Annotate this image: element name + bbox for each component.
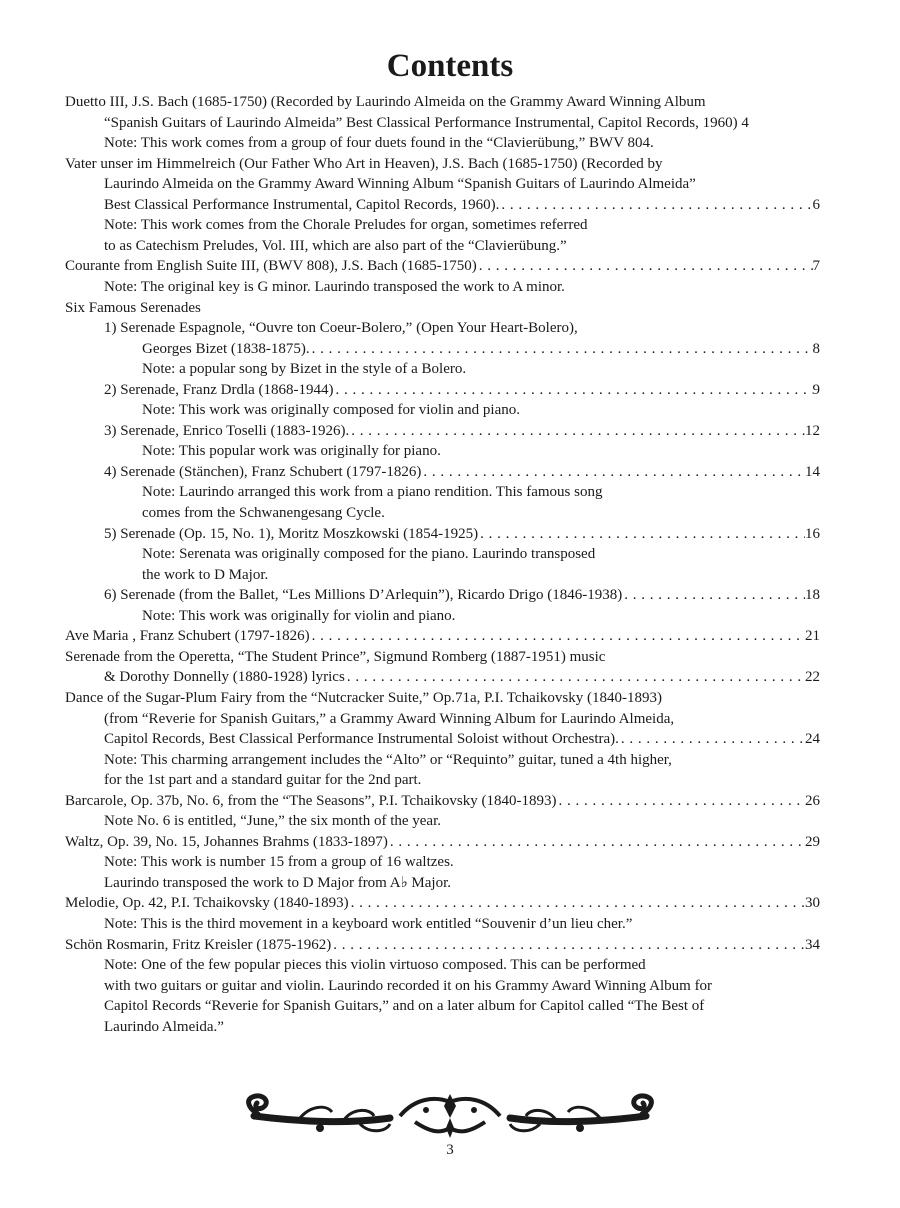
toc-entry-title: 4) Serenade (Stänchen), Franz Schubert (1797-1826) [104, 464, 422, 480]
toc-entry-line: Six Famous Serenades [65, 300, 201, 316]
toc-entry-line: Serenade from the Operetta, “The Student Prince”, Sigmund Romberg (1887-1951) music [65, 649, 606, 665]
toc-entry-page: 24 [805, 731, 820, 747]
page-number: 3 [446, 1142, 454, 1158]
toc-entry [65, 832, 820, 852]
toc-note-line: Laurindo Almeida on the Grammy Award Winning Album “Spanish Guitars of Laurindo Almeida” [104, 176, 696, 192]
toc-entry-page: 34 [805, 937, 820, 953]
toc-note-line: comes from the Schwanengesang Cycle. [142, 505, 385, 521]
toc-entry-title: 2) Serenade, Franz Drdla (1868-1944) [104, 382, 334, 398]
toc-entry [65, 893, 820, 913]
toc-note-line: with two guitars or guitar and violin. Laurindo recorded it on his Grammy Award Winning Album for [104, 978, 713, 994]
toc-note-line: Laurindo Almeida.” [104, 1019, 224, 1035]
dot-leader [477, 256, 813, 276]
toc-entry-page: 7 [812, 258, 820, 274]
dot-leader [349, 421, 805, 441]
toc-note-line: Capitol Records “Reverie for Spanish Guitars,” and on a later album for Capitol called “The Best of [104, 998, 705, 1014]
toc-entry [104, 195, 820, 215]
toc-note-line: to as Catechism Preludes, Vol. III, which are also part of the “Clavierübung.” [104, 238, 567, 254]
dot-leader [619, 729, 805, 749]
toc-note-line: Note: This work was originally composed for violin and piano. [142, 402, 520, 418]
toc-entry [104, 729, 820, 749]
toc-entry-page: 8 [812, 341, 820, 357]
dot-leader [331, 935, 805, 955]
toc-entry-title: Melodie, Op. 42, P.I. Tchaikovsky (1840-1893) [65, 895, 349, 911]
toc-entry [142, 339, 820, 359]
toc-note-line: Note: This popular work was originally for piano. [142, 443, 441, 459]
toc-note-line: Note: Serenata was originally composed for the piano. Laurindo transposed [142, 546, 596, 562]
toc-entry-page: 21 [805, 628, 820, 644]
toc-entry [104, 462, 820, 482]
toc-note-line: Note: One of the few popular pieces this violin virtuoso composed. This can be performed [104, 957, 646, 973]
dot-leader [478, 524, 805, 544]
dot-leader [499, 195, 812, 215]
toc-entry-page: 30 [805, 895, 820, 911]
toc-entry-title: Capitol Records, Best Classical Performance Instrumental Soloist without Orchestra). [104, 731, 619, 747]
toc-note-line: Note No. 6 is entitled, “June,” the six month of the year. [104, 813, 442, 829]
dot-leader [345, 667, 805, 687]
dot-leader [334, 380, 813, 400]
dot-leader [388, 832, 805, 852]
dot-leader [349, 893, 805, 913]
toc-entry-page: 29 [805, 834, 820, 850]
toc-entry-page: 6 [812, 197, 820, 213]
toc-entry-title: Georges Bizet (1838-1875). [142, 341, 310, 357]
dot-leader [622, 585, 805, 605]
toc-entry-page: 9 [812, 382, 820, 398]
toc-entry-page: 18 [805, 587, 820, 603]
toc-note-line: for the 1st part and a standard guitar for the 2nd part. [104, 772, 422, 788]
toc-note-line: (from “Reverie for Spanish Guitars,” a Grammy Award Winning Album for Laurindo Almeida, [104, 711, 675, 727]
toc-entry-page: 26 [805, 793, 820, 809]
toc-note-line: Note: This charming arrangement includes the “Alto” or “Requinto” guitar, tuned a 4th higher, [104, 752, 672, 768]
toc-entry [104, 585, 820, 605]
toc-entry-title: Courante from English Suite III, (BWV 808), J.S. Bach (1685-1750) [65, 258, 477, 274]
toc-note-line: Note: The original key is G minor. Laurindo transposed the work to A minor. [104, 279, 565, 295]
toc-entry-title: 6) Serenade (from the Ballet, “Les Millions D’Arlequin”), Ricardo Drigo (1846-1938) [104, 587, 623, 603]
toc-entry-title: Best Classical Performance Instrumental, Capitol Records, 1960). [104, 197, 500, 213]
toc-note-line: the work to D Major. [142, 567, 269, 583]
toc-entry-page: 16 [805, 526, 820, 542]
dot-leader [556, 791, 805, 811]
toc-note-line: Note: This work comes from a group of four duets found in the “Clavierübung,” BWV 804. [104, 135, 654, 151]
toc-note-line: Note: This work comes from the Chorale Preludes for organ, sometimes referred [104, 217, 588, 233]
toc-entry-page: 14 [805, 464, 820, 480]
toc-entry-line: Duetto III, J.S. Bach (1685-1750) (Recorded by Laurindo Almeida on the Grammy Award Winning Album [65, 94, 706, 110]
toc-entry-title: Schön Rosmarin, Fritz Kreisler (1875-1962) [65, 937, 332, 953]
toc-entry-line: Dance of the Sugar-Plum Fairy from the “Nutcracker Suite,” Op.71a, P.I. Tchaikovsky (1840-1893) [65, 690, 662, 706]
toc-entry [104, 380, 820, 400]
toc-note-line: Note: This work is number 15 from a group of 16 waltzes. [104, 854, 454, 870]
toc-note-line: Note: This work was originally for violin and piano. [142, 608, 456, 624]
toc-entry [104, 524, 820, 544]
toc-note-line: Note: Laurindo arranged this work from a piano rendition. This famous song [142, 484, 603, 500]
toc-entry [104, 667, 820, 687]
toc-entry-title: 5) Serenade (Op. 15, No. 1), Moritz Moszkowski (1854-1925) [104, 526, 479, 542]
dot-leader [310, 626, 805, 646]
toc-note-line: Note: a popular song by Bizet in the style of a Bolero. [142, 361, 467, 377]
toc-entry-title: & Dorothy Donnelly (1880-1928) lyrics [104, 669, 345, 685]
decorative-scroll-ornament [240, 1088, 660, 1140]
toc-entry [104, 421, 820, 441]
toc-entry-title: Ave Maria , Franz Schubert (1797-1826) [65, 628, 310, 644]
toc-entry-page: 22 [805, 669, 820, 685]
toc-entry-title: Barcarole, Op. 37b, No. 6, from the “The Seasons”, P.I. Tchaikovsky (1840-1893) [65, 793, 557, 809]
toc-entry [65, 626, 820, 646]
toc-entry [65, 256, 820, 276]
toc-entry [65, 791, 820, 811]
toc-note-line: Note: This is the third movement in a keyboard work entitled “Souvenir d’un lieu cher.” [104, 916, 633, 932]
toc-entry [65, 935, 820, 955]
toc-entry-title: 3) Serenade, Enrico Toselli (1883-1926). [104, 423, 350, 439]
page-title: Contents [386, 48, 514, 84]
toc-note-line: Laurindo transposed the work to D Major from A♭ Major. [104, 875, 452, 891]
dot-leader [310, 339, 813, 359]
toc-note-line: 1) Serenade Espagnole, “Ouvre ton Coeur-Bolero,” (Open Your Heart-Bolero), [104, 320, 578, 336]
toc-entry-page: 12 [805, 423, 820, 439]
toc-note-line: “Spanish Guitars of Laurindo Almeida” Best Classical Performance Instrumental, Capitol Records, 1960) 4 [104, 115, 749, 131]
dot-leader [421, 462, 805, 482]
toc-entry-title: Waltz, Op. 39, No. 15, Johannes Brahms (1833-1897) [65, 834, 388, 850]
toc-entry-line: Vater unser im Himmelreich (Our Father Who Art in Heaven), J.S. Bach (1685-1750) (Recorded by [65, 156, 663, 172]
